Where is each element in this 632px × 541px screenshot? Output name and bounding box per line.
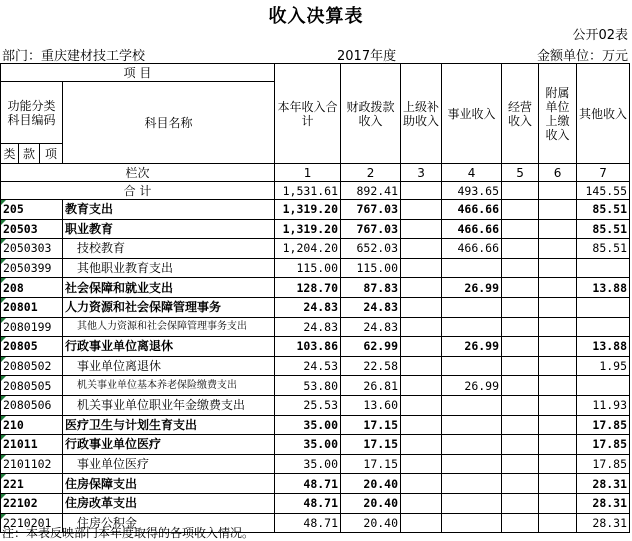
amount-cell <box>502 239 539 259</box>
table-row <box>1 258 630 278</box>
amount-cell: 24.83 <box>275 297 341 317</box>
amount-cell: 466.66 <box>442 200 502 220</box>
table-row <box>1 317 630 337</box>
amount-cell: 87.83 <box>341 278 401 298</box>
table-row <box>1 356 630 376</box>
amount-cell <box>502 200 539 220</box>
report-title: 收入决算表 <box>268 6 364 27</box>
total-value: 1,531.61 <box>275 182 341 200</box>
amount-cell <box>442 317 502 337</box>
amount-cell <box>401 219 442 239</box>
amount-cell: 103.86 <box>275 337 341 357</box>
amount-cell <box>502 356 539 376</box>
amount-cell: 24.53 <box>275 356 341 376</box>
amount-cell <box>502 395 539 415</box>
amount-cell <box>539 513 577 533</box>
amount-cell: 53.80 <box>275 376 341 396</box>
amount-cell: 26.81 <box>341 376 401 396</box>
table-row <box>1 474 630 494</box>
amount-cell <box>502 415 539 435</box>
amount-cell <box>502 258 539 278</box>
amount-cell <box>539 454 577 474</box>
subject-code: 2050303 <box>1 239 63 259</box>
amount-cell <box>502 513 539 533</box>
amount-cell <box>539 278 577 298</box>
total-value: 145.55 <box>577 182 630 200</box>
table-row <box>1 219 630 239</box>
amount-cell: 652.03 <box>341 239 401 259</box>
amount-cell: 28.31 <box>577 493 630 513</box>
table-row <box>1 297 630 317</box>
amount-cell: 28.31 <box>577 474 630 494</box>
income-final-accounts-table <box>0 63 630 533</box>
subject-name: 医疗卫生与计划生育支出 <box>63 415 275 435</box>
amount-cell: 26.99 <box>442 278 502 298</box>
subject-name: 住房公积金 <box>63 513 275 533</box>
amount-cell: 35.00 <box>275 415 341 435</box>
amount-cell: 17.85 <box>577 415 630 435</box>
amount-cell: 20.40 <box>341 513 401 533</box>
amount-cell <box>539 415 577 435</box>
amount-cell: 85.51 <box>577 200 630 220</box>
amount-cell <box>539 297 577 317</box>
table-row <box>1 493 630 513</box>
amount-cell <box>401 454 442 474</box>
amount-cell: 115.00 <box>341 258 401 278</box>
subject-code: 2101102 <box>1 454 63 474</box>
amount-cell: 48.71 <box>275 474 341 494</box>
col-header-operating: 经营收入 <box>502 64 539 164</box>
department-label: 部门：重庆建材技工学校 <box>2 49 146 64</box>
project-header: 项 目 <box>1 64 275 82</box>
amount-cell: 20.40 <box>341 493 401 513</box>
column-number: 3 <box>401 164 442 182</box>
subject-name: 事业单位离退休 <box>63 356 275 376</box>
amount-cell <box>577 297 630 317</box>
kuan-header: 款 <box>19 144 40 164</box>
subject-code: 210 <box>1 415 63 435</box>
table-row <box>1 337 630 357</box>
amount-cell <box>502 317 539 337</box>
subject-code: 2080199 <box>1 317 63 337</box>
amount-cell: 17.15 <box>341 435 401 455</box>
amount-cell: 128.70 <box>275 278 341 298</box>
subject-code: 20801 <box>1 297 63 317</box>
amount-cell: 1,319.20 <box>275 219 341 239</box>
total-row <box>1 182 630 200</box>
table-row <box>1 200 630 220</box>
amount-cell <box>502 297 539 317</box>
col-header-affiliated: 附属单位上缴收入 <box>539 64 577 164</box>
subject-code: 205 <box>1 200 63 220</box>
subject-name: 机关事业单位基本养老保险缴费支出 <box>63 376 275 396</box>
subject-code: 21011 <box>1 435 63 455</box>
subject-name: 人力资源和社会保障管理事务 <box>63 297 275 317</box>
amount-cell: 466.66 <box>442 219 502 239</box>
subject-name-header: 科目名称 <box>63 82 275 164</box>
amount-cell <box>401 239 442 259</box>
amount-cell: 35.00 <box>275 454 341 474</box>
amount-cell <box>442 415 502 435</box>
amount-cell: 17.15 <box>341 454 401 474</box>
amount-cell <box>401 317 442 337</box>
subject-name: 社会保障和就业支出 <box>63 278 275 298</box>
column-number: 5 <box>502 164 539 182</box>
column-number-label: 栏次 <box>1 164 275 182</box>
subject-name: 职业教育 <box>63 219 275 239</box>
amount-cell: 24.83 <box>341 317 401 337</box>
function-code-header: 功能分类科目编码 <box>1 82 63 144</box>
amount-cell: 85.51 <box>577 219 630 239</box>
amount-cell <box>401 337 442 357</box>
column-number: 2 <box>341 164 401 182</box>
amount-cell: 767.03 <box>341 219 401 239</box>
amount-cell <box>442 258 502 278</box>
amount-cell: 24.83 <box>275 317 341 337</box>
amount-cell <box>442 395 502 415</box>
subject-name: 教育支出 <box>63 200 275 220</box>
table-row <box>1 435 630 455</box>
subject-name: 技校教育 <box>63 239 275 259</box>
amount-cell <box>401 513 442 533</box>
col-header-total: 本年收入合计 <box>275 64 341 164</box>
amount-cell <box>502 278 539 298</box>
amount-cell <box>401 415 442 435</box>
amount-cell: 767.03 <box>341 200 401 220</box>
total-label: 合 计 <box>1 182 275 200</box>
lei-header: 类 <box>1 144 19 164</box>
amount-cell <box>442 297 502 317</box>
amount-cell <box>401 278 442 298</box>
amount-cell <box>502 376 539 396</box>
col-header-superior: 上级补助收入 <box>401 64 442 164</box>
subject-code: 2080505 <box>1 376 63 396</box>
amount-cell: 26.99 <box>442 337 502 357</box>
amount-cell: 13.88 <box>577 337 630 357</box>
amount-cell: 13.60 <box>341 395 401 415</box>
amount-cell <box>539 317 577 337</box>
subject-name: 行政事业单位离退休 <box>63 337 275 357</box>
amount-cell <box>539 395 577 415</box>
amount-cell <box>539 435 577 455</box>
amount-cell <box>539 219 577 239</box>
subject-name: 住房保障支出 <box>63 474 275 494</box>
amount-cell: 28.31 <box>577 513 630 533</box>
table-row <box>1 395 630 415</box>
amount-cell <box>502 454 539 474</box>
subject-name: 住房改革支出 <box>63 493 275 513</box>
col-header-other: 其他收入 <box>577 64 630 164</box>
amount-cell: 25.53 <box>275 395 341 415</box>
amount-cell <box>502 219 539 239</box>
subject-code: 208 <box>1 278 63 298</box>
amount-cell <box>401 200 442 220</box>
amount-cell <box>401 493 442 513</box>
amount-cell: 35.00 <box>275 435 341 455</box>
total-value <box>502 182 539 200</box>
amount-cell <box>401 258 442 278</box>
amount-cell <box>539 239 577 259</box>
amount-cell: 11.93 <box>577 395 630 415</box>
fiscal-year: 2017年度 <box>337 49 397 64</box>
amount-cell <box>401 395 442 415</box>
subject-code: 2210201 <box>1 513 63 533</box>
amount-cell: 115.00 <box>275 258 341 278</box>
amount-cell <box>401 297 442 317</box>
subject-name: 其他职业教育支出 <box>63 258 275 278</box>
amount-cell: 22.58 <box>341 356 401 376</box>
column-number: 4 <box>442 164 502 182</box>
amount-cell <box>539 258 577 278</box>
subject-name: 事业单位医疗 <box>63 454 275 474</box>
total-value <box>401 182 442 200</box>
total-value: 493.65 <box>442 182 502 200</box>
table-row <box>1 376 630 396</box>
amount-cell: 17.15 <box>341 415 401 435</box>
amount-cell: 85.51 <box>577 239 630 259</box>
amount-cell: 17.85 <box>577 454 630 474</box>
subject-code: 20503 <box>1 219 63 239</box>
amount-cell <box>401 474 442 494</box>
col-header-fiscal: 财政拨款收入 <box>341 64 401 164</box>
column-number: 1 <box>275 164 341 182</box>
amount-cell <box>539 200 577 220</box>
amount-cell <box>577 258 630 278</box>
table-row <box>1 415 630 435</box>
xiang-header: 项 <box>40 144 63 164</box>
footnote: 注：本表反映部门本年度取得的各项收入情况。 <box>2 526 255 540</box>
amount-cell <box>442 474 502 494</box>
amount-cell <box>502 435 539 455</box>
subject-code: 20805 <box>1 337 63 357</box>
amount-cell <box>401 356 442 376</box>
amount-cell: 1.95 <box>577 356 630 376</box>
table-row <box>1 239 630 259</box>
amount-cell <box>539 376 577 396</box>
amount-cell: 48.71 <box>275 493 341 513</box>
amount-cell <box>502 493 539 513</box>
total-value: 892.41 <box>341 182 401 200</box>
amount-cell <box>442 435 502 455</box>
col-header-business: 事业收入 <box>442 64 502 164</box>
amount-cell <box>442 513 502 533</box>
amount-cell <box>442 356 502 376</box>
amount-cell <box>539 337 577 357</box>
amount-cell <box>502 474 539 494</box>
amount-cell: 1,319.20 <box>275 200 341 220</box>
amount-cell: 26.99 <box>442 376 502 396</box>
subject-code: 221 <box>1 474 63 494</box>
subject-name: 其他人力资源和社会保障管理事务支出 <box>63 317 275 337</box>
amount-cell <box>401 435 442 455</box>
amount-cell: 1,204.20 <box>275 239 341 259</box>
column-number: 6 <box>539 164 577 182</box>
amount-cell <box>442 454 502 474</box>
amount-cell: 17.85 <box>577 435 630 455</box>
amount-cell <box>442 493 502 513</box>
amount-cell: 48.71 <box>275 513 341 533</box>
amount-cell: 13.88 <box>577 278 630 298</box>
table-row <box>1 454 630 474</box>
amount-cell <box>539 356 577 376</box>
subject-name: 行政事业单位医疗 <box>63 435 275 455</box>
subject-code: 22102 <box>1 493 63 513</box>
amount-cell: 466.66 <box>442 239 502 259</box>
amount-cell: 24.83 <box>341 297 401 317</box>
subject-name: 机关事业单位职业年金缴费支出 <box>63 395 275 415</box>
amount-cell <box>539 474 577 494</box>
amount-cell <box>539 493 577 513</box>
amount-cell <box>502 337 539 357</box>
column-number: 7 <box>577 164 630 182</box>
amount-cell <box>577 317 630 337</box>
subject-code: 2080502 <box>1 356 63 376</box>
form-number: 公开02表 <box>572 28 628 43</box>
amount-cell: 62.99 <box>341 337 401 357</box>
amount-unit: 金额单位：万元 <box>536 49 628 64</box>
subject-code: 2050399 <box>1 258 63 278</box>
amount-cell: 20.40 <box>341 474 401 494</box>
total-value <box>539 182 577 200</box>
subject-code: 2080506 <box>1 395 63 415</box>
amount-cell <box>577 376 630 396</box>
amount-cell <box>401 376 442 396</box>
table-row <box>1 278 630 298</box>
